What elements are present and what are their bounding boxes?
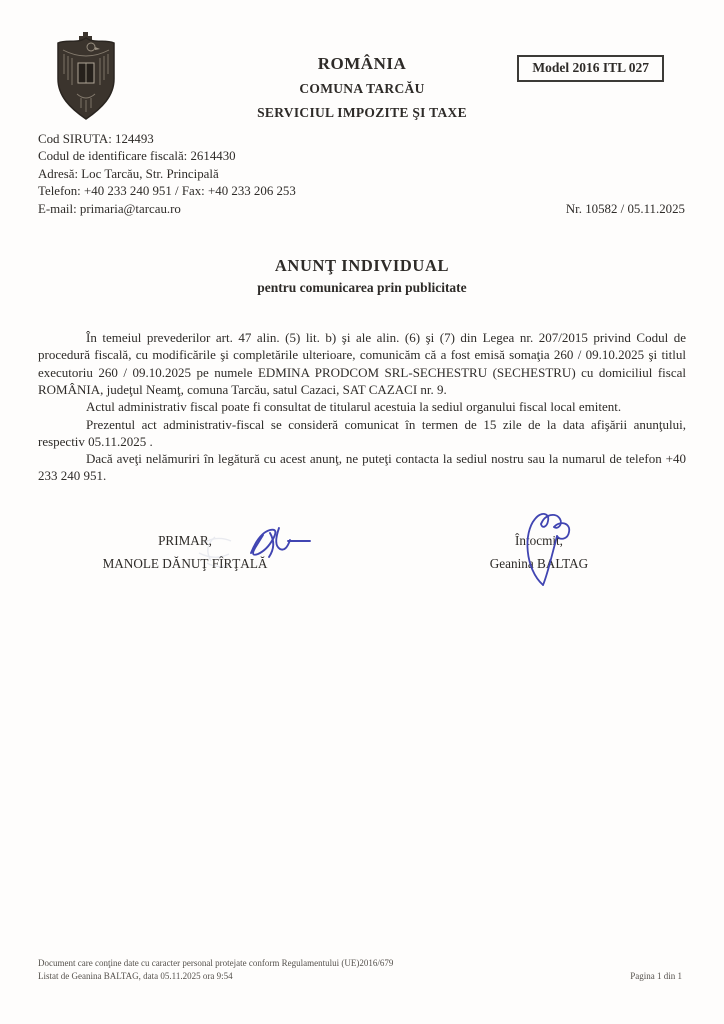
paragraph-consultation: Actul administrativ fiscal poate fi consultat de titularul acestuia la sediul organului fiscal local emitent. xyxy=(86,399,622,415)
document-title-block xyxy=(0,256,724,296)
print-info: Listat de Geanina BALTAG, data 05.11.2025 ora 9:54 xyxy=(38,970,233,981)
clerk-name: Geanina BALTAG xyxy=(489,555,589,571)
commune-title: COMUNA TARCĂU xyxy=(299,81,425,96)
fiscal-code: Codul de identificare fiscală: 2614430 xyxy=(38,149,236,164)
issuer-info xyxy=(38,131,686,218)
gdpr-notice: Document care conţine date cu caracter personal protejate conform Regulamentului (UE)2016/679 xyxy=(38,958,394,968)
footer-left xyxy=(38,957,393,982)
clerk-role-label: Întocmit, xyxy=(515,532,563,548)
document-subtitle: pentru comunicarea prin publicitate xyxy=(257,280,467,296)
registration-number: Nr. 10582 / 05.11.2025 xyxy=(565,201,685,216)
service-title: SERVICIUL IMPOZITE ŞI TAXE xyxy=(257,105,467,120)
mayor-signature-ink xyxy=(185,513,325,581)
page-footer xyxy=(38,957,682,982)
clerk-signature-ink xyxy=(513,505,591,593)
document-body xyxy=(38,329,686,485)
issuer-address: Adresă: Loc Tarcău, Str. Principală xyxy=(38,166,219,181)
paragraph-communication-term: Prezentul act administrativ-fiscal se consideră comunicat în termen de 15 zile de la data afişării anunţului, respectiv 05.11.2025 . xyxy=(38,416,686,449)
issuer-phone-fax: Telefon: +40 233 240 951 / Fax: +40 233 206 253 xyxy=(38,184,296,199)
document-title: ANUNŢ INDIVIDUAL xyxy=(274,256,450,276)
siruta-code: Cod SIRUTA: 124493 xyxy=(38,132,154,146)
issuer-email: E-mail: primaria@tarcau.ro xyxy=(38,201,181,216)
mayor-name: MANOLE DĂNUŢ FÎRŢALĂ xyxy=(102,555,268,571)
paragraph-contact: Dacă aveţi nelămuriri în legătură cu acest anunţ, ne puteţi contacta la sediul nostru sau la numarul de telefon +40 233 240 951. xyxy=(38,451,686,484)
coat-of-arms-icon xyxy=(55,32,117,122)
page-number: Pagina 1 din 1 xyxy=(630,970,682,981)
form-model-badge: Model 2016 ITL 027 xyxy=(517,55,664,82)
signature-row xyxy=(0,529,724,575)
country-title: ROMÂNIA xyxy=(317,54,407,73)
paragraph-legal-basis: În temeiul prevederilor art. 47 alin. (5) lit. b) şi ale alin. (6) şi (7) din Legea nr. 207/2015 privind Codul de procedură fiscală, cu modificările şi completările ulterioare, comunicăm că a fost emisă somaţia 260 / 09.10.2025 şi titlul executoriu 260 / 09.10.2025 pe numele EDMINA PRODCOM SRL-SECHESTRU (SECHESTRU) cu domiciliul fiscal ROMÂNIA, judeţul Neamţ, comuna Tarcău, satul Cazaci, SAT CAZACI nr. 9. xyxy=(38,330,686,397)
mayor-role-label: PRIMAR, xyxy=(158,532,212,548)
